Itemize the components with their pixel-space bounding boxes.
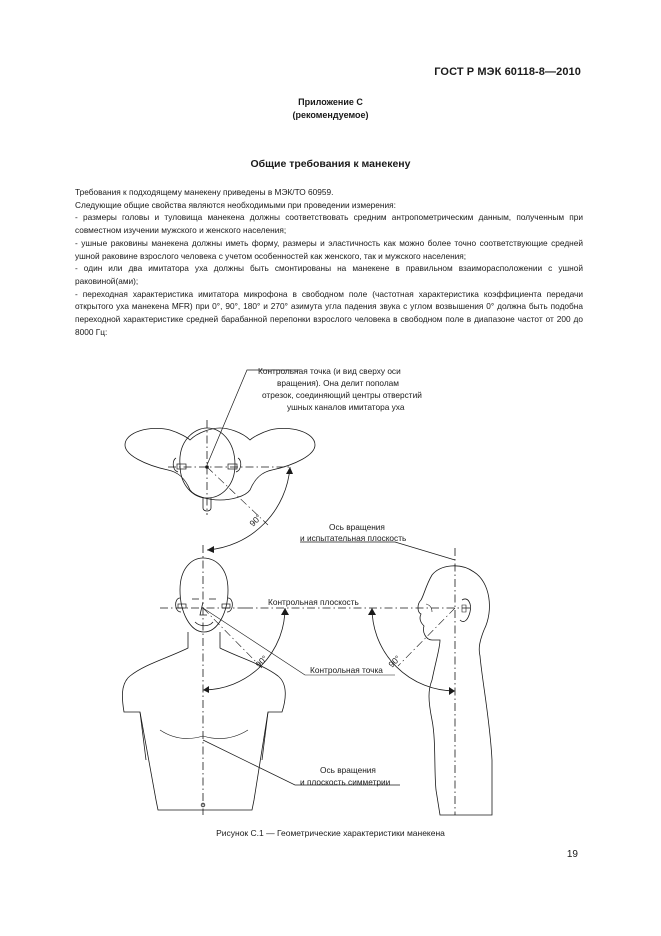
front-view-drawing xyxy=(122,545,285,815)
label-ref-point-top-1: Контрольная точка (и вид сверху оси xyxy=(258,366,401,376)
label-ref-plane: Контрольная плоскость xyxy=(268,597,359,607)
angle-label-front: 90° xyxy=(253,653,270,670)
list-item: - размеры головы и туловища манекена должны соответствовать средним антропометрическим данным, полученным при совместном изучении мужского и женского населения; xyxy=(75,212,583,236)
page-number: 19 xyxy=(566,849,578,860)
annex-title: Приложение С xyxy=(298,97,363,107)
mannequin-figure xyxy=(0,355,661,825)
label-ref-point: Контрольная точка xyxy=(310,665,383,675)
leader-axis-test-plane xyxy=(300,542,455,560)
paragraph-intro: Требования к подходящему манекену приведены в МЭК/ТО 60959. xyxy=(75,187,334,197)
standard-designation: ГОСТ Р МЭК 60118-8—2010 xyxy=(434,66,581,78)
list-item: - один или два имитатора уха должны быть смонтированы на манекене в правильном взаиморасположении с ушной раковиной(ами); xyxy=(75,263,583,286)
label-ref-point-top-3: отрезок, соединяющий центры отверстий xyxy=(262,390,422,400)
side-view-drawing xyxy=(418,548,492,815)
angle-arc-top xyxy=(207,467,290,550)
leader-ref-point xyxy=(203,608,305,675)
annex-status: (рекомендуемое) xyxy=(292,110,369,120)
label-ref-point-top-4: ушных каналов имитатора уха xyxy=(287,402,405,412)
angle-label-side: 90° xyxy=(386,653,403,670)
list-item: - переходная характеристика имитатора микрофона в свободном поле (частотная характеристика коэффициента передачи открытого уха манекена MFR) при 0°, 90°, 180° и 270° азимута угла падения звука с углом возвышения 0° должна быть подобна переходной характеристике средней барабанной перепонки взрослого человека в свободном поле в диапазоне частот от 200 до 8000 Гц: xyxy=(75,288,583,337)
paragraph-properties: Следующие общие свойства являются необходимыми при проведении измерения: xyxy=(75,199,396,210)
label-axis-symmetry-1: Ось вращения xyxy=(320,765,376,775)
label-axis-test-plane-2: и испытательная плоскость xyxy=(300,533,407,543)
angle-label-top: 90° xyxy=(247,512,264,529)
label-ref-point-top-2: вращения). Она делит пополам xyxy=(277,378,399,388)
figure-caption: Рисунок С.1 — Геометрические характеристики манекена xyxy=(216,828,445,838)
body-text xyxy=(75,186,583,338)
label-axis-test-plane-1: Ось вращения xyxy=(329,522,385,532)
label-axis-symmetry-2: и плоскость симметрии xyxy=(300,777,391,787)
section-title: Общие требования к манекену xyxy=(250,158,411,170)
list-item: - ушные раковины манекена должны иметь форму, размеры и эластичность как можно более точно соответствующие средней ушной раковине взрослого человека с учетом особенностей как женского, так и мужского населения; xyxy=(75,237,583,261)
